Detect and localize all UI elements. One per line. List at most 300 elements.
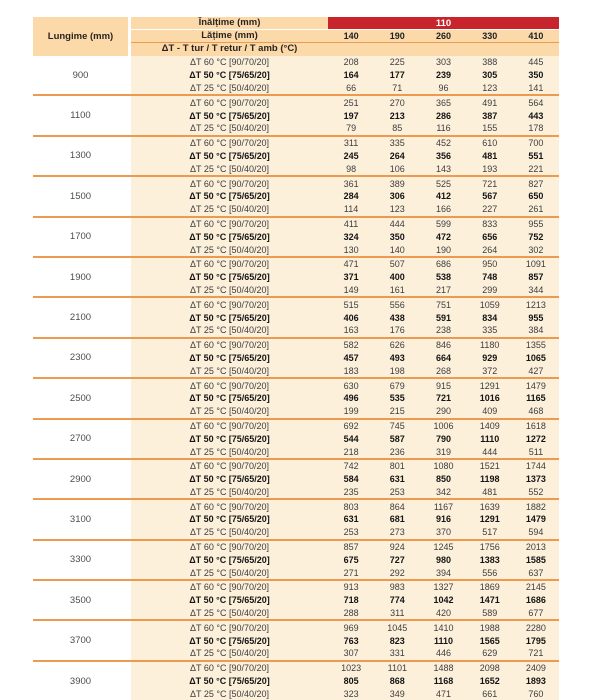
output-value: 370 <box>435 527 452 538</box>
output-value: 718 <box>343 595 359 606</box>
output-value: 349 <box>389 688 405 699</box>
output-value: 983 <box>389 582 405 593</box>
output-value: 556 <box>389 299 405 310</box>
output-value: 1167 <box>433 501 454 512</box>
output-value: 686 <box>435 259 452 270</box>
output-value: 193 <box>482 163 498 174</box>
output-value: 1565 <box>479 635 500 646</box>
output-value: 311 <box>390 608 405 619</box>
output-value: 96 <box>438 82 449 93</box>
output-value: 452 <box>435 138 452 149</box>
table-header <box>33 17 559 56</box>
output-value: 149 <box>343 284 359 295</box>
output-value: 567 <box>482 191 498 202</box>
output-value: 1585 <box>525 554 546 565</box>
delta-row <box>131 137 559 150</box>
delta-row <box>131 566 559 579</box>
output-value: 208 <box>343 57 359 68</box>
length-value: 900 <box>33 56 128 94</box>
delta-row <box>131 218 559 231</box>
output-value: 721 <box>435 393 452 404</box>
output-value: 1110 <box>480 433 500 444</box>
delta-row-label: ΔT 50 °C [75/65/20] <box>189 554 270 565</box>
output-value: 303 <box>435 57 452 68</box>
output-value: 164 <box>343 70 359 81</box>
output-value: 582 <box>343 340 359 351</box>
output-value: 1080 <box>433 461 454 472</box>
length-value: 3900 <box>33 662 128 700</box>
delta-row <box>131 271 559 284</box>
output-value: 591 <box>435 312 452 323</box>
delta-rows <box>131 460 559 498</box>
length-group <box>33 662 559 700</box>
output-value: 679 <box>389 380 405 391</box>
delta-row <box>131 298 559 311</box>
output-value: 1893 <box>525 676 546 687</box>
length-group <box>33 460 559 500</box>
delta-row-label: ΔT 60 °C [90/70/20] <box>190 420 269 431</box>
delta-row-label: ΔT 25 °C [50/40/20] <box>190 325 269 336</box>
output-value: 1756 <box>479 542 500 553</box>
output-value: 290 <box>435 406 452 417</box>
output-value: 1869 <box>479 582 500 593</box>
delta-row-label: ΔT 50 °C [75/65/20] <box>189 393 270 404</box>
output-value: 2145 <box>525 582 546 593</box>
output-value: 823 <box>389 635 405 646</box>
output-value: 299 <box>482 284 498 295</box>
delta-rows <box>131 662 559 700</box>
output-value: 178 <box>528 123 544 134</box>
output-value: 288 <box>343 608 359 619</box>
length-column-header: Lungime (mm) <box>33 17 128 56</box>
delta-row <box>131 581 559 594</box>
output-value: 130 <box>343 244 359 255</box>
delta-row-label: ΔT 60 °C [90/70/20] <box>190 218 269 229</box>
output-value: 1272 <box>525 433 546 444</box>
delta-row-label: ΔT 50 °C [75/65/20] <box>189 150 270 161</box>
length-group <box>33 500 559 540</box>
output-value: 438 <box>389 312 405 323</box>
delta-row <box>131 364 559 377</box>
output-value: 245 <box>343 150 359 161</box>
output-value: 631 <box>389 474 405 485</box>
delta-row <box>131 311 559 324</box>
delta-row <box>131 647 559 660</box>
output-value: 748 <box>482 272 498 283</box>
output-value: 955 <box>528 218 544 229</box>
output-value: 400 <box>389 272 405 283</box>
delta-row <box>131 82 559 95</box>
output-value: 177 <box>389 70 405 81</box>
dt-header-filler <box>328 43 559 56</box>
output-value: 760 <box>528 688 544 699</box>
delta-row <box>131 607 559 620</box>
output-value: 238 <box>435 325 452 336</box>
output-value: 1091 <box>525 259 546 270</box>
output-value: 468 <box>528 406 544 417</box>
delta-row <box>131 339 559 352</box>
delta-row-label: ΔT 25 °C [50/40/20] <box>190 688 269 699</box>
delta-row <box>131 352 559 365</box>
delta-row-label: ΔT 60 °C [90/70/20] <box>190 501 269 512</box>
output-value: 306 <box>389 191 405 202</box>
delta-row-label: ΔT 60 °C [90/70/20] <box>190 622 269 633</box>
width-value: 330 <box>482 31 498 41</box>
output-value: 1110 <box>433 635 454 646</box>
delta-row <box>131 500 559 513</box>
delta-row <box>131 486 559 499</box>
output-value: 227 <box>482 204 498 215</box>
output-value: 535 <box>389 393 405 404</box>
output-value: 675 <box>343 554 359 565</box>
output-value: 1016 <box>479 393 500 404</box>
output-value: 335 <box>389 138 405 149</box>
output-value: 198 <box>389 365 405 376</box>
width-values <box>328 30 559 42</box>
delta-row <box>131 420 559 433</box>
delta-rows <box>131 137 559 175</box>
delta-row-label: ΔT 50 °C [75/65/20] <box>189 110 270 121</box>
output-value: 803 <box>343 501 359 512</box>
length-value: 1100 <box>33 96 128 134</box>
output-value: 350 <box>389 231 405 242</box>
output-value: 538 <box>435 272 452 283</box>
height-header-row <box>131 17 559 30</box>
delta-row <box>131 150 559 163</box>
output-value: 1409 <box>479 420 500 431</box>
output-value: 71 <box>392 82 403 93</box>
delta-row <box>131 553 559 566</box>
output-value: 384 <box>528 325 544 336</box>
output-value: 1355 <box>525 340 546 351</box>
length-value: 2100 <box>33 298 128 336</box>
output-value: 846 <box>435 340 452 351</box>
output-value: 409 <box>482 406 498 417</box>
output-value: 1410 <box>433 622 454 633</box>
output-value: 1618 <box>525 420 546 431</box>
output-value: 79 <box>346 123 357 134</box>
output-value: 664 <box>435 352 452 363</box>
output-value: 857 <box>343 542 359 553</box>
output-value: 268 <box>435 365 452 376</box>
output-value: 752 <box>528 231 544 242</box>
delta-row <box>131 687 559 700</box>
output-value: 457 <box>343 352 359 363</box>
header-rows <box>131 17 559 56</box>
delta-rows <box>131 339 559 377</box>
delta-row <box>131 162 559 175</box>
delta-rows <box>131 420 559 458</box>
delta-row <box>131 445 559 458</box>
output-value: 481 <box>482 150 498 161</box>
output-value: 1213 <box>525 299 546 310</box>
output-value: 1327 <box>433 582 454 593</box>
delta-row <box>131 284 559 297</box>
delta-row-label: ΔT 50 °C [75/65/20] <box>189 312 270 323</box>
length-value: 1300 <box>33 137 128 175</box>
output-value: 507 <box>389 259 405 270</box>
output-value: 225 <box>389 57 405 68</box>
output-value: 239 <box>435 70 452 81</box>
delta-row-label: ΔT 60 °C [90/70/20] <box>190 299 269 310</box>
delta-row-label: ΔT 25 °C [50/40/20] <box>190 163 269 174</box>
output-value: 1180 <box>480 340 500 351</box>
delta-row-label: ΔT 25 °C [50/40/20] <box>190 486 269 497</box>
output-value: 85 <box>392 123 403 134</box>
delta-rows <box>131 581 559 619</box>
delta-row-label: ΔT 60 °C [90/70/20] <box>190 542 269 553</box>
length-group <box>33 379 559 419</box>
output-value: 270 <box>389 97 405 108</box>
output-value: 273 <box>389 527 405 538</box>
output-value: 411 <box>343 218 359 229</box>
output-value: 637 <box>528 567 544 578</box>
output-value: 163 <box>343 325 359 336</box>
delta-row-label: ΔT 50 °C [75/65/20] <box>189 70 270 81</box>
output-value: 681 <box>389 514 405 525</box>
output-value: 388 <box>482 57 498 68</box>
delta-row-label: ΔT 25 °C [50/40/20] <box>190 608 269 619</box>
delta-row <box>131 526 559 539</box>
output-value: 745 <box>389 420 405 431</box>
delta-row-label: ΔT 50 °C [75/65/20] <box>189 635 270 646</box>
length-value: 2900 <box>33 460 128 498</box>
delta-rows <box>131 177 559 215</box>
output-value: 584 <box>343 474 359 485</box>
length-group <box>33 541 559 581</box>
output-value: 594 <box>528 527 544 538</box>
delta-row <box>131 177 559 190</box>
table-body <box>33 56 559 700</box>
output-value: 850 <box>435 474 452 485</box>
output-value: 251 <box>343 97 359 108</box>
output-value: 481 <box>482 486 498 497</box>
delta-row <box>131 258 559 271</box>
length-group <box>33 177 559 217</box>
output-value: 511 <box>528 446 544 457</box>
length-value: 1500 <box>33 177 128 215</box>
length-value: 2700 <box>33 420 128 458</box>
delta-row-label: ΔT 60 °C [90/70/20] <box>190 259 269 270</box>
output-value: 1373 <box>525 474 546 485</box>
output-value: 412 <box>435 191 452 202</box>
delta-row-label: ΔT 25 °C [50/40/20] <box>190 244 269 255</box>
output-value: 556 <box>482 567 498 578</box>
length-value: 3700 <box>33 621 128 659</box>
output-value: 213 <box>389 110 405 121</box>
delta-row <box>131 230 559 243</box>
output-value: 551 <box>528 150 544 161</box>
output-value: 356 <box>435 150 452 161</box>
delta-row-label: ΔT 50 °C [75/65/20] <box>189 352 270 363</box>
output-value: 365 <box>435 97 452 108</box>
delta-row-label: ΔT 25 °C [50/40/20] <box>190 527 269 538</box>
delta-row <box>131 379 559 392</box>
output-value: 444 <box>482 446 498 457</box>
output-value: 631 <box>343 514 359 525</box>
delta-rows <box>131 500 559 538</box>
output-value: 626 <box>389 340 405 351</box>
output-value: 199 <box>343 406 359 417</box>
output-value: 833 <box>482 218 498 229</box>
output-value: 372 <box>482 365 498 376</box>
output-value: 1471 <box>479 595 500 606</box>
output-value: 217 <box>435 284 452 295</box>
output-value: 2280 <box>525 622 546 633</box>
delta-row <box>131 621 559 634</box>
delta-row <box>131 405 559 418</box>
width-value: 260 <box>435 31 452 41</box>
delta-rows <box>131 298 559 336</box>
output-value: 141 <box>528 82 544 93</box>
output-value: 292 <box>389 567 405 578</box>
output-value: 342 <box>435 486 452 497</box>
delta-row-label: ΔT 60 °C [90/70/20] <box>190 97 269 108</box>
length-group <box>33 581 559 621</box>
width-value: 410 <box>528 31 544 41</box>
delta-row <box>131 96 559 109</box>
output-value: 190 <box>435 244 452 255</box>
output-value: 350 <box>528 70 544 81</box>
length-group <box>33 621 559 661</box>
delta-row <box>131 473 559 486</box>
delta-row <box>131 122 559 135</box>
output-value: 215 <box>389 406 405 417</box>
delta-row-label: ΔT 50 °C [75/65/20] <box>189 474 270 485</box>
length-group <box>33 298 559 338</box>
length-value: 3100 <box>33 500 128 538</box>
delta-row-label: ΔT 50 °C [75/65/20] <box>189 595 270 606</box>
delta-rows <box>131 56 559 94</box>
output-value: 140 <box>389 244 405 255</box>
delta-row-label: ΔT 50 °C [75/65/20] <box>189 433 270 444</box>
output-value: 763 <box>343 635 359 646</box>
length-group <box>33 339 559 379</box>
output-value: 344 <box>528 284 544 295</box>
output-value: 868 <box>389 676 405 687</box>
output-value: 924 <box>389 542 405 553</box>
output-value: 589 <box>482 608 498 619</box>
output-value: 445 <box>528 57 544 68</box>
output-value: 324 <box>343 231 359 242</box>
output-value: 721 <box>482 178 498 189</box>
output-value: 1639 <box>479 501 500 512</box>
output-value: 1488 <box>433 663 454 674</box>
delta-row <box>131 541 559 554</box>
output-value: 443 <box>528 110 544 121</box>
output-value: 1988 <box>479 622 500 633</box>
output-value: 496 <box>343 393 359 404</box>
delta-row-label: ΔT 50 °C [75/65/20] <box>189 231 270 242</box>
delta-row-label: ΔT 25 °C [50/40/20] <box>190 446 269 457</box>
output-value: 864 <box>389 501 405 512</box>
length-group <box>33 96 559 136</box>
output-value: 66 <box>346 82 357 93</box>
output-value: 827 <box>528 178 544 189</box>
output-value: 116 <box>436 123 451 134</box>
output-value: 1168 <box>433 676 454 687</box>
delta-row <box>131 324 559 337</box>
delta-row <box>131 675 559 688</box>
delta-rows <box>131 541 559 579</box>
output-value: 915 <box>435 380 452 391</box>
output-value: 801 <box>389 461 405 472</box>
output-value: 1023 <box>341 663 362 674</box>
output-value: 1744 <box>525 461 546 472</box>
output-value: 221 <box>528 163 544 174</box>
output-value: 161 <box>389 284 405 295</box>
delta-row-label: ΔT 60 °C [90/70/20] <box>190 178 269 189</box>
output-value: 123 <box>482 82 498 93</box>
width-header-row <box>131 30 559 43</box>
output-value: 420 <box>435 608 452 619</box>
output-value: 166 <box>435 204 452 215</box>
output-value: 857 <box>528 272 544 283</box>
delta-row <box>131 634 559 647</box>
output-value: 236 <box>389 446 405 457</box>
output-value: 587 <box>389 433 405 444</box>
output-value: 721 <box>528 648 544 659</box>
output-value: 394 <box>435 567 452 578</box>
output-value: 98 <box>346 163 357 174</box>
delta-row-label: ΔT 25 °C [50/40/20] <box>190 204 269 215</box>
output-value: 656 <box>482 231 498 242</box>
output-value: 1045 <box>387 622 408 633</box>
delta-row <box>131 190 559 203</box>
output-value: 271 <box>343 567 359 578</box>
output-value: 261 <box>528 204 544 215</box>
output-value: 1686 <box>525 595 546 606</box>
output-value: 493 <box>389 352 405 363</box>
height-value-band: 110 <box>328 17 559 29</box>
length-value: 3300 <box>33 541 128 579</box>
length-value: 1900 <box>33 258 128 296</box>
output-value: 155 <box>482 123 498 134</box>
delta-row-label: ΔT 60 °C [90/70/20] <box>190 340 269 351</box>
output-value: 389 <box>389 178 405 189</box>
output-value: 1882 <box>525 501 546 512</box>
output-value: 106 <box>389 163 405 174</box>
output-value: 1042 <box>433 595 454 606</box>
delta-rows <box>131 258 559 296</box>
output-value: 1006 <box>433 420 454 431</box>
output-value: 2098 <box>479 663 500 674</box>
delta-row-label: ΔT 25 °C [50/40/20] <box>190 648 269 659</box>
delta-row-label: ΔT 25 °C [50/40/20] <box>190 123 269 134</box>
output-value: 599 <box>435 218 452 229</box>
output-value: 544 <box>343 433 359 444</box>
delta-row-label: ΔT 60 °C [90/70/20] <box>190 380 269 391</box>
output-value: 1383 <box>479 554 500 565</box>
output-value: 805 <box>343 676 359 687</box>
output-value: 286 <box>435 110 452 121</box>
output-value: 176 <box>389 325 405 336</box>
output-value: 751 <box>435 299 452 310</box>
output-value: 1652 <box>479 676 500 687</box>
output-value: 700 <box>528 138 544 149</box>
output-value: 515 <box>343 299 359 310</box>
output-value: 218 <box>343 446 359 457</box>
output-value: 335 <box>482 325 498 336</box>
output-value: 610 <box>482 138 498 149</box>
output-value: 284 <box>343 191 359 202</box>
width-value: 140 <box>343 31 359 41</box>
delta-row-label: ΔT 25 °C [50/40/20] <box>190 284 269 295</box>
output-value: 253 <box>389 486 405 497</box>
output-value: 564 <box>528 97 544 108</box>
output-value: 913 <box>343 582 359 593</box>
output-value: 929 <box>482 352 498 363</box>
